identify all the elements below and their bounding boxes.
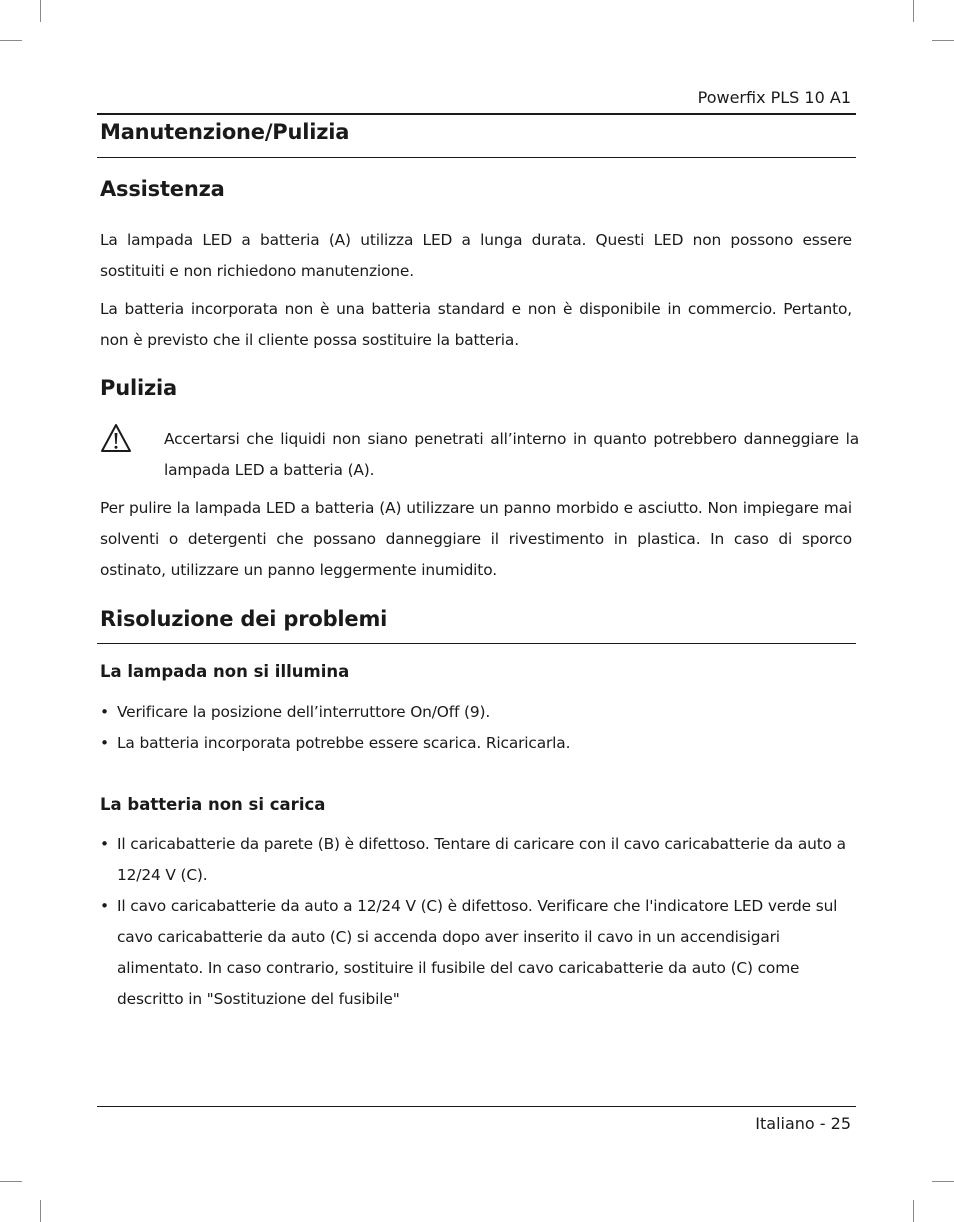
running-header: Powerfix PLS 10 A1 — [697, 88, 851, 107]
warning-triangle-icon — [100, 422, 132, 454]
list-item-text: Verificare la posizione dell’interruttore On/Off (9). — [117, 703, 491, 721]
crop-mark — [0, 40, 22, 41]
problem-title-no-charge: La batteria non si carica — [100, 795, 326, 814]
crop-mark — [40, 0, 41, 22]
bullet-icon: • — [100, 835, 109, 853]
section-rule — [97, 157, 856, 158]
list-item — [100, 728, 852, 759]
list-item-text: Il caricabatterie da parete (B) è difettoso. Tentare di caricare con il cavo caricabatterie da auto a 12/24 V (C). — [117, 835, 846, 884]
service-paragraph-1: La lampada LED a batteria (A) utilizza LED a lunga durata. Questi LED non possono essere sostituiti e non richiedono manutenzione. — [100, 231, 852, 280]
bullet-icon: • — [100, 897, 109, 915]
header-rule — [97, 113, 856, 115]
crop-mark — [913, 1200, 914, 1222]
section-rule — [97, 643, 856, 644]
section-title-maintenance: Manutenzione/Pulizia — [100, 120, 350, 144]
crop-mark — [913, 0, 914, 22]
problem-list-no-charge — [100, 829, 852, 1015]
list-item — [100, 891, 852, 1015]
crop-mark — [932, 40, 954, 41]
service-paragraph-2: La batteria incorporata non è una batteria standard e non è disponibile in commercio. Pertanto, non è previsto che il cliente possa sostituire la batteria. — [100, 300, 852, 349]
warning-text: Accertarsi che liquidi non siano penetrati all’interno in quanto potrebbero danneggiare la lampada LED a batteria (A). — [164, 430, 859, 479]
problem-title-no-light: La lampada non si illumina — [100, 662, 350, 681]
problem-list-no-light — [100, 697, 852, 759]
crop-mark — [0, 1181, 22, 1182]
bullet-icon: • — [100, 734, 109, 752]
cleaning-paragraph: Per pulire la lampada LED a batteria (A) utilizzare un panno morbido e asciutto. Non impiegare mai solventi o detergenti che possano danneggiare il rivestimento in plastica. In caso di sporco ostinato, utilizzare un panno leggermente inumidito. — [100, 499, 852, 579]
list-item — [100, 697, 852, 728]
section-title-cleaning: Pulizia — [100, 376, 177, 400]
list-item-text: La batteria incorporata potrebbe essere scarica. Ricaricarla. — [117, 734, 571, 752]
crop-mark — [932, 1181, 954, 1182]
page-number: Italiano - 25 — [755, 1114, 851, 1133]
section-title-service: Assistenza — [100, 177, 225, 201]
crop-mark — [40, 1200, 41, 1222]
list-item-text: Il cavo caricabatterie da auto a 12/24 V (C) è difettoso. Verificare che l'indicatore LED verde sul cavo caricabatterie da auto (C) si accenda dopo aver inserito il cavo in un accendisigari alimentato. In caso contrario, sostituire il fusibile del cavo caricabatterie da auto (C) come descritto in "Sostituzione del fusibile" — [117, 897, 838, 1008]
cleaning-warning — [100, 422, 860, 492]
section-title-troubleshooting: Risoluzione dei problemi — [100, 607, 388, 631]
bullet-icon: • — [100, 703, 109, 721]
footer-rule — [97, 1106, 856, 1107]
list-item — [100, 829, 852, 891]
